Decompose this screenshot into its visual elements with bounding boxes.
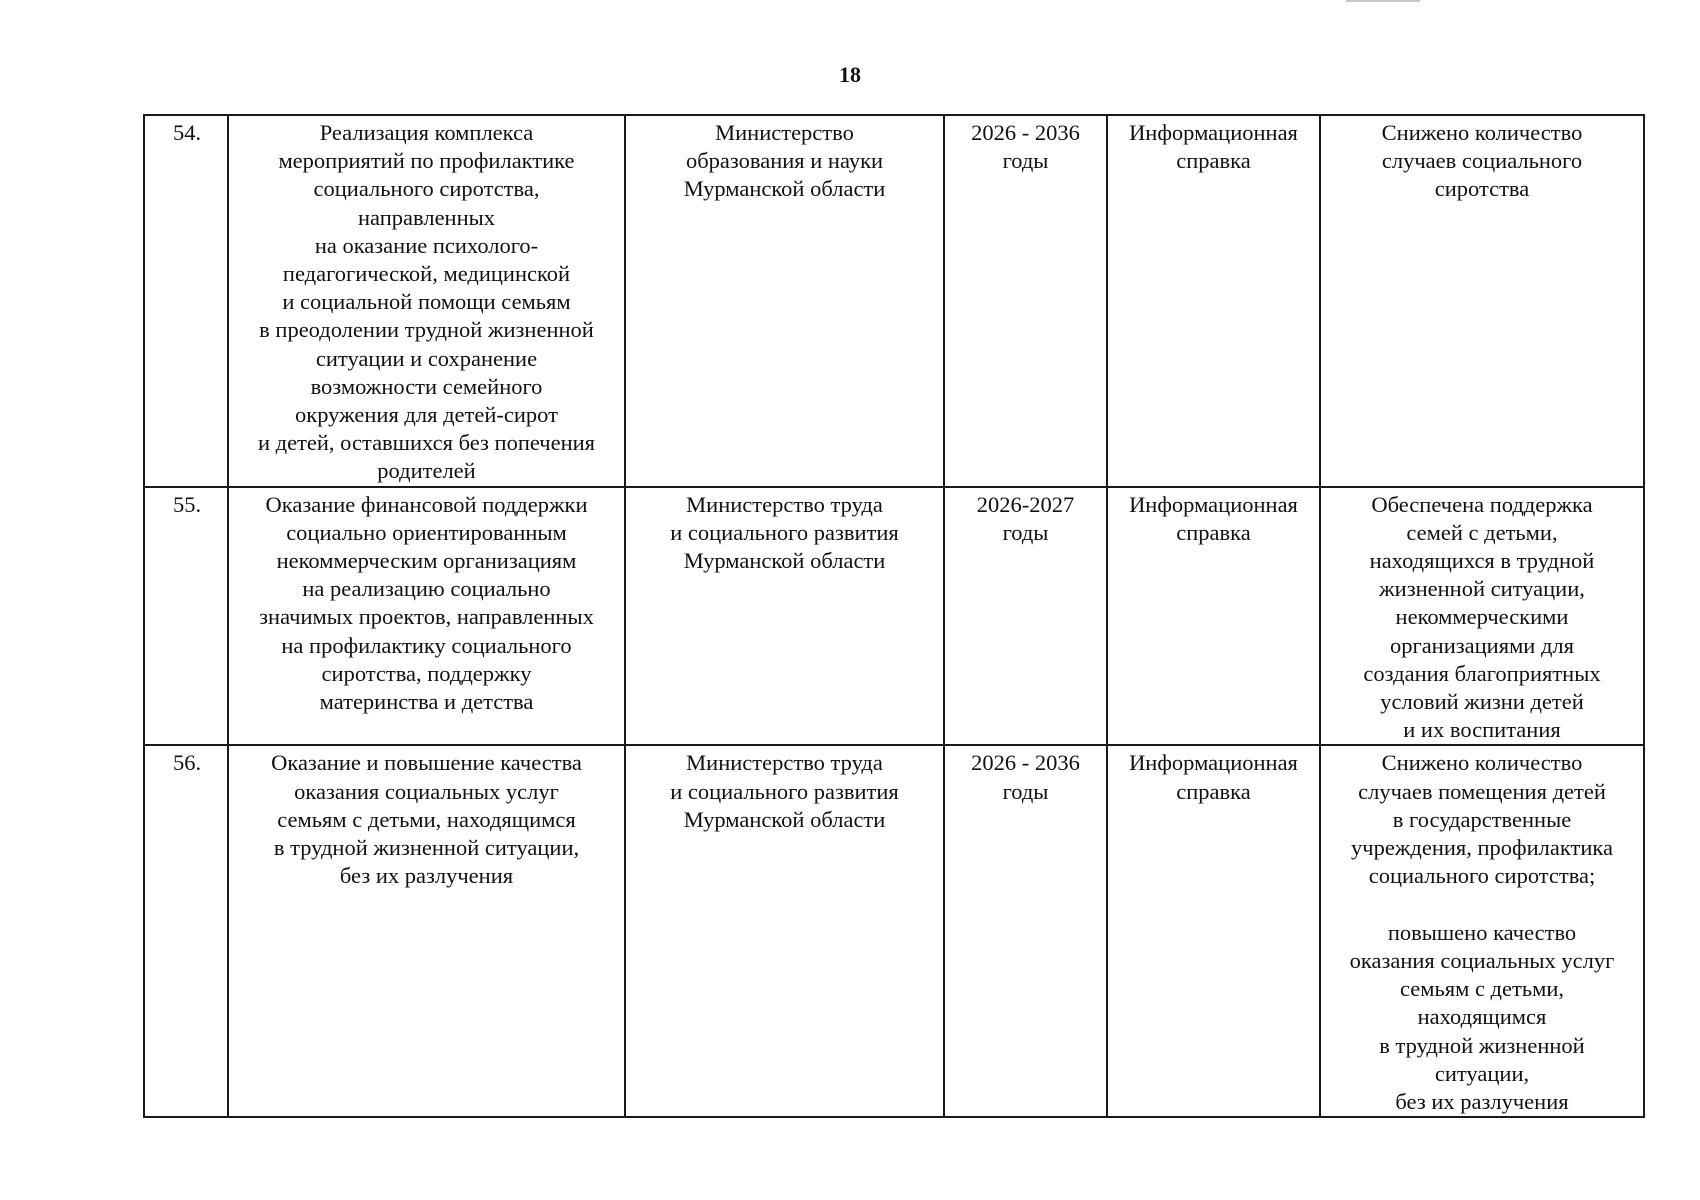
row-number-cell: 56. <box>144 745 228 1117</box>
row-number-cell: 54. <box>144 115 228 487</box>
page-number: 18 <box>839 62 861 87</box>
action-plan-table <box>143 114 1645 1118</box>
table-row <box>144 115 1644 487</box>
period-cell: 2026-2027 годы <box>944 487 1107 746</box>
executor-cell: Министерство труда и социального развития Мурманской области <box>625 487 944 746</box>
executor-cell: Министерство образования и науки Мурманской области <box>625 115 944 487</box>
row-number-cell: 55. <box>144 487 228 746</box>
executor-cell: Министерство труда и социального развития Мурманской области <box>625 745 944 1117</box>
result-cell: Снижено количество случаев социального сиротства <box>1320 115 1644 487</box>
top-edge-mark <box>1346 0 1420 2</box>
period-cell: 2026 - 2036 годы <box>944 745 1107 1117</box>
control-form-cell: Информационная справка <box>1107 745 1320 1117</box>
result-cell: Снижено количество случаев помещения детей в государственные учреждения, профилактика социального сиротства; повышено качество оказания социальных услуг семьям с детьми, находящимся в трудной жизненной ситуации, без их разлучения <box>1320 745 1644 1117</box>
control-form-cell: Информационная справка <box>1107 115 1320 487</box>
activity-cell: Оказание финансовой поддержки социально ориентированным некоммерческим организациям на реализацию социально значимых проектов, направленных на профилактику социального сиротства, поддержку материнства и детства <box>228 487 625 746</box>
table-row <box>144 487 1644 746</box>
period-cell: 2026 - 2036 годы <box>944 115 1107 487</box>
table-row <box>144 745 1644 1117</box>
result-cell: Обеспечена поддержка семей с детьми, находящихся в трудной жизненной ситуации, некоммерческими организациями для создания благоприятных условий жизни детей и их воспитания <box>1320 487 1644 746</box>
control-form-cell: Информационная справка <box>1107 487 1320 746</box>
activity-cell: Реализация комплекса мероприятий по профилактике социального сиротства, направленных на оказание психолого- педагогической, медицинской и социальной помощи семьям в преодолении трудной жизненной ситуации и сохранение возможности семейного окружения для детей-сирот и детей, оставшихся без попечения родителей <box>228 115 625 487</box>
activity-cell: Оказание и повышение качества оказания социальных услуг семьям с детьми, находящимся в трудной жизненной ситуации, без их разлучения <box>228 745 625 1117</box>
